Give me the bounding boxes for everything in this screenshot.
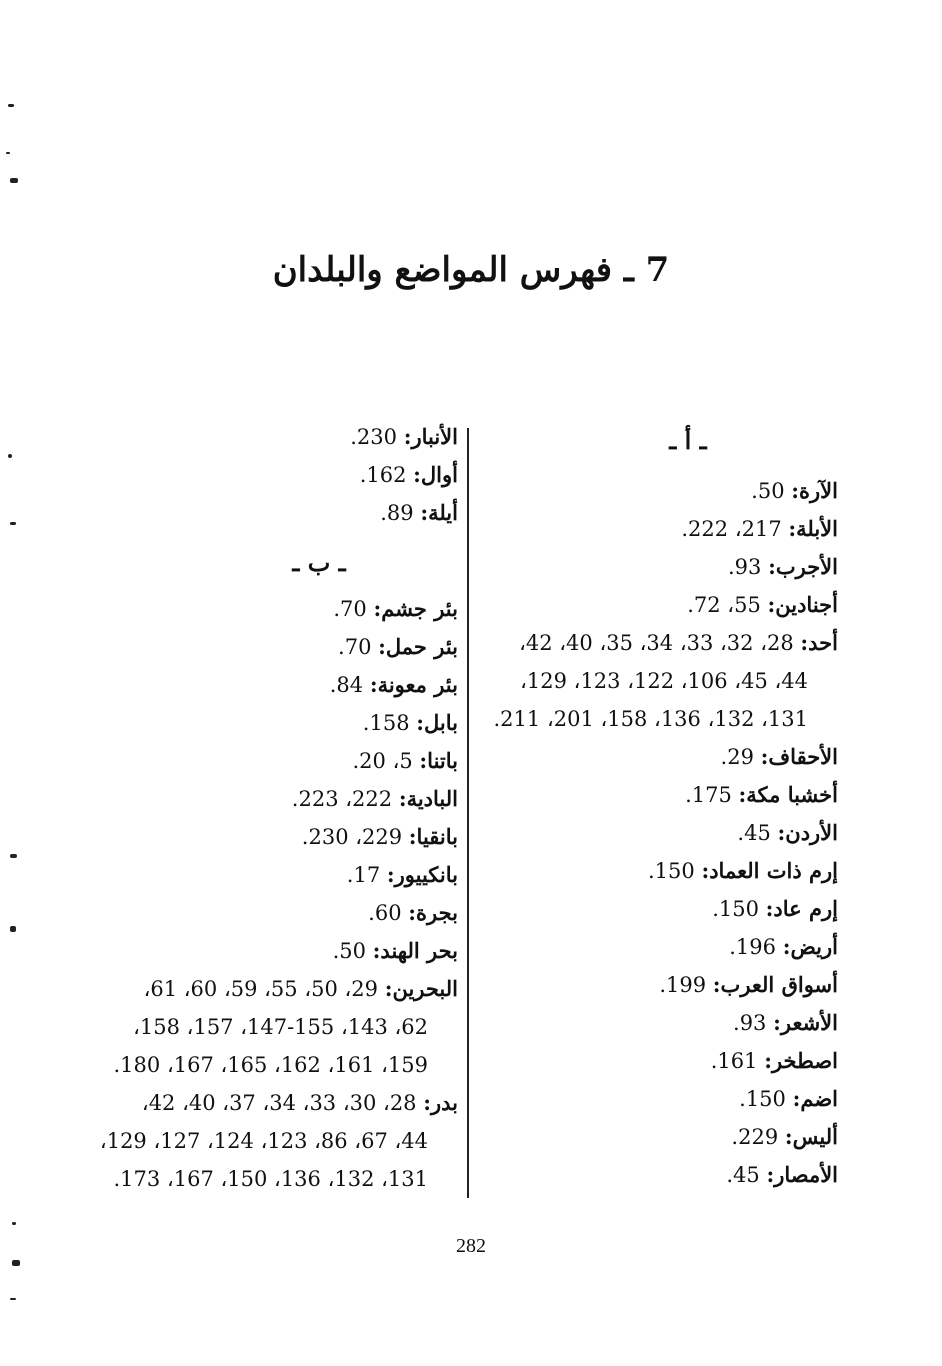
- entry-page-refs: 45.: [737, 821, 778, 845]
- index-entry: [100, 894, 458, 932]
- index-entry: [478, 738, 838, 776]
- index-entry: [478, 928, 838, 966]
- entry-page-refs: 150.: [647, 859, 702, 883]
- entry-term: أليس:: [784, 1124, 838, 1149]
- entry-term: الأشعر:: [773, 1010, 838, 1035]
- entry-term: بابل:: [416, 710, 458, 735]
- index-entry: [100, 628, 458, 666]
- entry-page-refs: 28، 32، 33، 34، 35، 40، 42،: [519, 631, 801, 655]
- index-entry: [478, 776, 838, 814]
- index-entry: [478, 966, 838, 1004]
- entry-term: الأبلة:: [788, 516, 838, 541]
- entry-term: الآرة:: [791, 478, 838, 503]
- entry-term: أيلة:: [420, 500, 458, 525]
- entry-page-refs: 175.: [685, 783, 739, 807]
- entry-list: [478, 472, 838, 1194]
- entry-page-refs: 162.: [359, 463, 414, 487]
- entry-continuation: 131، 132، 136، 150، 167، 173.: [113, 1167, 428, 1191]
- scan-speck: [10, 178, 18, 183]
- entry-list: [100, 590, 458, 1198]
- entry-page-refs: 29، 50، 55، 59، 60، 61،: [143, 977, 385, 1001]
- index-entry: [100, 970, 458, 1008]
- index-entry: [478, 814, 838, 852]
- column-divider: [467, 428, 469, 1198]
- letter-heading-alif: ـ أ ـ: [669, 426, 707, 455]
- entry-term: بانقيا:: [408, 824, 458, 849]
- entry-page-refs: 45.: [726, 1163, 767, 1187]
- scan-speck: [12, 1222, 16, 1225]
- scan-speck: [8, 104, 14, 107]
- entry-page-refs: 84.: [329, 673, 370, 697]
- page-title: 7 ـ فهرس المواضع والبلدان: [272, 250, 670, 290]
- entry-page-refs: 17.: [346, 863, 387, 887]
- entry-term: الأنبار:: [403, 424, 458, 449]
- scan-speck: [10, 854, 17, 858]
- entry-page-refs: 150.: [712, 897, 766, 921]
- scan-speck: [10, 926, 16, 932]
- entry-term: الأجرب:: [768, 554, 838, 579]
- entry-page-refs: 28، 30، 33، 34، 37، 40، 42،: [141, 1091, 424, 1115]
- entry-page-refs: 93.: [727, 555, 769, 579]
- entry-continuation: 131، 132، 136، 158، 201، 211.: [493, 707, 808, 731]
- entry-list: [100, 418, 458, 532]
- index-column-right: [478, 420, 838, 1194]
- entry-term: أوال:: [413, 462, 458, 487]
- index-entry: [100, 742, 458, 780]
- entry-page-refs: 217، 222.: [681, 517, 789, 541]
- entry-term: الأحقاف:: [760, 744, 838, 769]
- scan-speck: [6, 152, 10, 154]
- entry-page-refs: 5، 20.: [352, 749, 420, 773]
- entry-term: اضم:: [792, 1086, 838, 1111]
- index-entry: [478, 1156, 838, 1194]
- entry-term: إرم ذات العماد:: [701, 858, 838, 883]
- index-entry: [478, 510, 838, 548]
- entry-page-refs: 70.: [333, 597, 374, 621]
- entry-term: بئر حمل:: [378, 634, 458, 659]
- entry-continuation: 159، 161، 162، 165، 167، 180.: [113, 1053, 428, 1077]
- entry-term: بحر الهند:: [372, 938, 458, 963]
- entry-term: بئر جشم:: [373, 596, 458, 621]
- entry-page-refs: 161.: [710, 1049, 765, 1073]
- index-column-left: [100, 418, 458, 1198]
- index-entry: [100, 590, 458, 628]
- index-entry: [100, 856, 458, 894]
- entry-page-refs: 222، 223.: [291, 787, 399, 811]
- entry-term: أسواق العرب:: [712, 972, 838, 997]
- entry-term: الأمصار:: [766, 1162, 838, 1187]
- entry-page-refs: 29.: [720, 745, 761, 769]
- index-entry: [100, 932, 458, 970]
- entry-page-refs: 89.: [380, 501, 421, 525]
- entry-term: البحرين:: [384, 976, 458, 1001]
- index-entry: [100, 818, 458, 856]
- index-entry: [478, 624, 838, 662]
- entry-page-refs: 229.: [731, 1125, 785, 1149]
- index-entry: [100, 666, 458, 704]
- entry-page-refs: 60.: [368, 901, 409, 925]
- page-number: 282: [456, 1235, 486, 1257]
- entry-page-refs: 50.: [332, 939, 373, 963]
- entry-page-refs: 230.: [350, 425, 404, 449]
- index-entry: [478, 1080, 838, 1118]
- entry-page-refs: 55، 72.: [687, 593, 768, 617]
- index-entry: [478, 472, 838, 510]
- entry-term: بدر:: [423, 1090, 458, 1115]
- index-entry: [478, 1004, 838, 1042]
- letter-heading-ba: ـ ب ـ: [292, 548, 346, 577]
- scan-speck: [10, 522, 16, 525]
- entry-term: أحد:: [800, 630, 838, 655]
- index-entry: [478, 852, 838, 890]
- index-entry: [100, 1084, 458, 1122]
- index-entry: [478, 548, 838, 586]
- entry-term: إرم عاد:: [765, 896, 838, 921]
- entry-term: اصطخر:: [764, 1048, 838, 1073]
- entry-term: البادية:: [398, 786, 458, 811]
- entry-page-refs: 199.: [659, 973, 713, 997]
- entry-page-refs: 150.: [739, 1087, 793, 1111]
- entry-term: الأردن:: [777, 820, 838, 845]
- index-entry: [100, 418, 458, 456]
- index-entry: [100, 456, 458, 494]
- scan-speck: [12, 1260, 20, 1266]
- index-entry: [478, 1042, 838, 1080]
- entry-term: أريض:: [782, 934, 838, 959]
- entry-term: بجرة:: [408, 900, 458, 925]
- index-entry: [100, 780, 458, 818]
- entry-continuation: 62، 143، 147-155، 157، 158،: [133, 1015, 428, 1039]
- entry-page-refs: 93.: [733, 1011, 774, 1035]
- entry-page-refs: 70.: [338, 635, 379, 659]
- entry-page-refs: 196.: [729, 935, 783, 959]
- scan-speck: [8, 454, 12, 458]
- entry-page-refs: 158.: [362, 711, 417, 735]
- index-entry: [478, 1118, 838, 1156]
- entry-term: بئر معونة:: [369, 672, 458, 697]
- index-entry: [100, 494, 458, 532]
- entry-continuation: 44، 45، 106، 122، 123، 129،: [520, 669, 808, 693]
- index-entry: [478, 586, 838, 624]
- entry-page-refs: 50.: [751, 479, 792, 503]
- index-entry: [100, 704, 458, 742]
- entry-term: أخشبا مكة:: [738, 782, 838, 807]
- entry-continuation: 44، 67، 86، 123، 124، 127، 129،: [99, 1129, 428, 1153]
- index-entry: [478, 890, 838, 928]
- entry-term: باتنا:: [419, 748, 458, 773]
- entry-term: أجنادين:: [767, 592, 838, 617]
- entry-page-refs: 229، 230.: [301, 825, 409, 849]
- entry-term: بانكييور:: [386, 862, 458, 887]
- scan-speck: [10, 1298, 16, 1300]
